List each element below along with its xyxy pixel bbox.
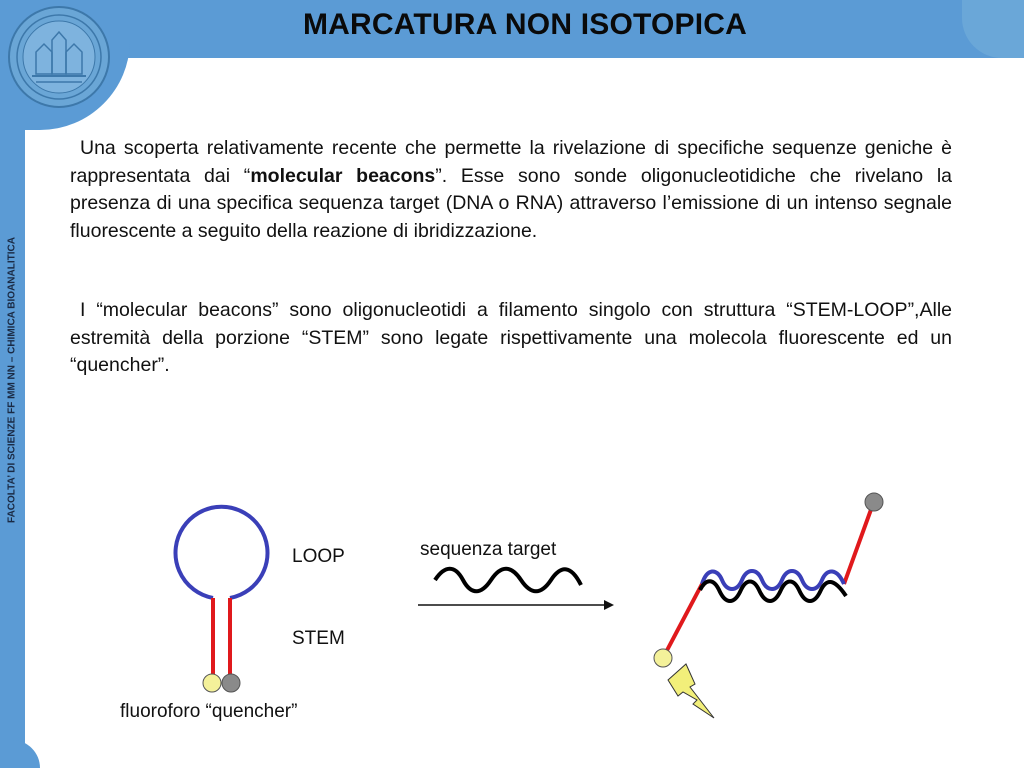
stem-label: STEM	[292, 628, 345, 649]
arrow-head	[604, 600, 614, 610]
loop-strand	[175, 507, 267, 598]
hybrid-stem-left	[664, 584, 702, 656]
paragraph-structure: I “molecular beacons” sono oligonucleotidi a filamento singolo con struttura “STEM-LOOP”,Alle estremità della porzione “STEM” sono legate rispettivamente una molecola fluorescente ed un “quencher”.	[70, 299, 952, 376]
loop-label: LOOP	[292, 546, 345, 567]
paragraph-intro-text-start: Una scoperta relativamente recente che permette la rivelazione di specifiche sequenze geniche è rappresentata dai “	[70, 137, 952, 187]
sidebar-vertical-text: FACOLTA’ DI SCIENZE FF MM NN – CHIMICA BIOANALITICA	[6, 237, 18, 523]
quencher-dot	[222, 674, 240, 692]
quencher-dot-released	[865, 493, 883, 511]
target-sequence-wave	[435, 569, 581, 592]
hybrid-stem-right	[844, 504, 873, 584]
fluorophore-dot	[203, 674, 221, 692]
paragraph-intro-bold-term: molecular beacons	[250, 164, 436, 187]
fluorescence-lightning-icon	[668, 664, 714, 718]
fluorophore-dot-released	[654, 649, 672, 667]
fluorophore-quencher-label: fluoroforo “quencher”	[120, 701, 298, 722]
paragraph-intro-text-end: ”. Esse sono sonde oligonucleotidiche che rivelano la presenza di una specifica sequenza target (DNA o RNA) attraverso l’emissione di un intenso segnale fluorescente a seguito della reazione di ibridizzazione.	[70, 164, 952, 242]
page-title: MARCATURA NON ISOTOPICA	[302, 8, 748, 41]
target-sequence-label: sequenza target	[420, 539, 557, 560]
